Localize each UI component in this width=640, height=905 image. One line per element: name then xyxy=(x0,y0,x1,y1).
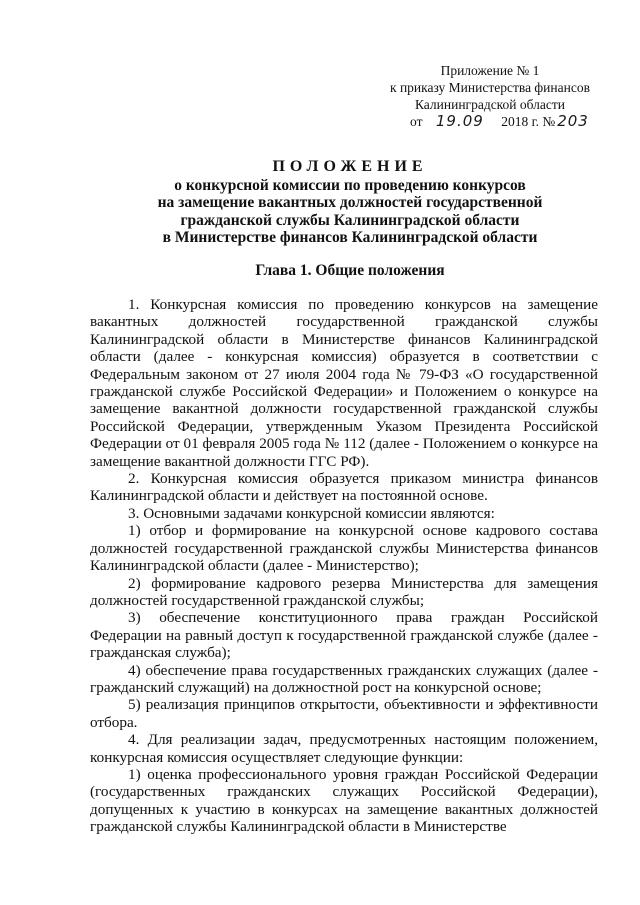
title-main: ПОЛОЖЕНИЕ xyxy=(272,158,428,175)
title-line-3: гражданской службы Калининградской области xyxy=(180,211,520,229)
document-body xyxy=(90,296,598,836)
paragraph: 4) обеспечение права государственных гражданских служащих (далее - гражданский служащий) на должностной рост на конкурсной основе; xyxy=(90,661,598,696)
paragraph: 1. Конкурсная комиссия по проведению конкурсов на замещение вакантных должностей государственной гражданской службы Калининградской области в Министерстве финансов Калининградской области (далее - конкурсная комиссия) образуется в соответствии с Федеральным законом от 27 июля 2004 года № 79-ФЗ «О государственной гражданской службе Российской Федерации» и Положением о конкурсе на замещение вакантной должности государственной гражданской службы Российской Федерации, утвержденным Указом Президента Российской Федерации от 01 февраля 2005 года № 112 (далее - Положением о конкурсе на замещение вакантной должности ГГС РФ). xyxy=(90,296,598,470)
appendix-line-2: к приказу Министерства финансов xyxy=(390,80,590,95)
paragraph: 1) оценка профессионального уровня граждан Российской Федерации (государственных гражданских служащих Российской Федерации), допущенных к участию в конкурсах на замещение вакантных должностей гражданской службы Калининградской области в Министерстве xyxy=(90,765,598,836)
date-prefix: от xyxy=(410,114,423,129)
paragraph: 3. Основными задачами конкурсной комиссии являются: xyxy=(128,504,495,522)
paragraph: 1) отбор и формирование на конкурсной основе кадрового состава должностей государственной гражданской службы Министерства финансов Калининградской области (далее - Министерство); xyxy=(90,522,598,575)
appendix-line-3: Калининградской области xyxy=(414,97,566,112)
paragraph: 4. Для реализации задач, предусмотренных настоящим положением, конкурсная комиссия осуществляет следующие функции: xyxy=(90,731,598,766)
chapter-heading: Глава 1. Общие положения xyxy=(255,262,445,279)
appendix-line-1: Приложение № 1 xyxy=(440,63,540,78)
title-line-2: на замещение вакантных должностей государственной xyxy=(157,194,543,211)
paragraph: 5) реализация принципов открытости, объективности и эффективности отбора. xyxy=(90,696,598,731)
document-title xyxy=(90,158,610,247)
paragraph: 2. Конкурсная комиссия образуется приказом министра финансов Калининградской области и действует на постоянной основе. xyxy=(90,470,598,505)
year-text: 2018 г. № xyxy=(501,114,556,129)
paragraph: 2) формирование кадрового резерва Министерства для замещения должностей государственной гражданской службы; xyxy=(90,574,598,609)
paragraph: 3) обеспечение конституционного права граждан Российской Федерации на равный доступ к государственной гражданской службе (далее - гражданская служба); xyxy=(90,609,598,662)
handwritten-date: 19.09 xyxy=(435,112,484,130)
appendix-date-line xyxy=(380,113,600,130)
appendix-header xyxy=(380,62,600,130)
handwritten-number: 203 xyxy=(557,112,589,130)
title-line-4: в Министерстве финансов Калининградской области xyxy=(162,229,538,246)
title-line-1: о конкурсной комиссии по проведению конкурсов xyxy=(174,176,526,194)
